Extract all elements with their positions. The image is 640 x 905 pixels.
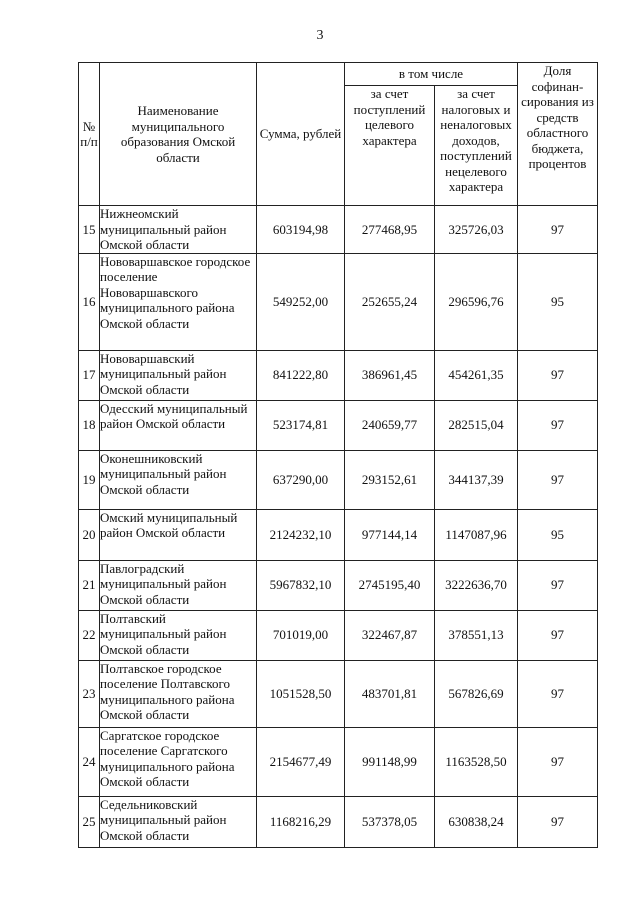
row-non-targeted: 454261,35 (435, 350, 518, 400)
row-name: Омский муниципальный район Омской области (100, 509, 257, 560)
row-sum: 603194,98 (257, 206, 345, 254)
row-targeted: 483701,81 (345, 660, 435, 727)
row-number: 15 (79, 206, 100, 254)
row-non-targeted: 567826,69 (435, 660, 518, 727)
row-share: 97 (518, 400, 598, 450)
row-non-targeted: 296596,76 (435, 253, 518, 350)
funding-table (78, 62, 598, 848)
row-name: Полтавский муниципальный район Омской области (100, 610, 257, 660)
row-number: 19 (79, 450, 100, 509)
row-sum: 841222,80 (257, 350, 345, 400)
table-row (79, 660, 598, 727)
table-body (79, 206, 598, 848)
table-row (79, 727, 598, 796)
table-row (79, 400, 598, 450)
row-targeted: 277468,95 (345, 206, 435, 254)
row-targeted: 2745195,40 (345, 560, 435, 610)
row-share: 97 (518, 560, 598, 610)
row-sum: 701019,00 (257, 610, 345, 660)
row-name: Нововаршавский муниципальный район Омской области (100, 350, 257, 400)
row-number: 22 (79, 610, 100, 660)
row-share: 97 (518, 450, 598, 509)
table-row (79, 253, 598, 350)
row-targeted: 386961,45 (345, 350, 435, 400)
row-non-targeted: 325726,03 (435, 206, 518, 254)
row-non-targeted: 344137,39 (435, 450, 518, 509)
header-group: в том числе (345, 63, 518, 86)
row-non-targeted: 3222636,70 (435, 560, 518, 610)
row-targeted: 322467,87 (345, 610, 435, 660)
row-share: 97 (518, 660, 598, 727)
row-name: Одесский муниципальный район Омской области (100, 400, 257, 450)
row-number: 23 (79, 660, 100, 727)
row-name: Саргатское городское поселение Саргатского муниципального района Омской области (100, 727, 257, 796)
row-targeted: 991148,99 (345, 727, 435, 796)
row-targeted: 252655,24 (345, 253, 435, 350)
row-number: 21 (79, 560, 100, 610)
row-number: 25 (79, 796, 100, 847)
header-non-targeted: за счет налоговых и неналоговых доходов, поступлений нецелевого характера (435, 86, 518, 206)
row-sum: 5967832,10 (257, 560, 345, 610)
row-number: 17 (79, 350, 100, 400)
row-share: 97 (518, 610, 598, 660)
table-row (79, 796, 598, 847)
row-share: 97 (518, 206, 598, 254)
row-name: Седельниковский муниципальный район Омской области (100, 796, 257, 847)
header-targeted: за счет поступлений целевого характера (345, 86, 435, 206)
row-share: 97 (518, 350, 598, 400)
header-sum: Сумма, рублей (257, 63, 345, 206)
row-sum: 1168216,29 (257, 796, 345, 847)
table-row (79, 610, 598, 660)
row-number: 20 (79, 509, 100, 560)
row-non-targeted: 282515,04 (435, 400, 518, 450)
row-number: 18 (79, 400, 100, 450)
table-row (79, 509, 598, 560)
row-name: Полтавское городское поселение Полтавского муниципального района Омской области (100, 660, 257, 727)
header-number: № п/п (79, 63, 100, 206)
header-name: Наименование муниципального образования Омской области (100, 63, 257, 206)
row-number: 24 (79, 727, 100, 796)
row-non-targeted: 378551,13 (435, 610, 518, 660)
row-targeted: 240659,77 (345, 400, 435, 450)
row-share: 95 (518, 509, 598, 560)
table-row (79, 450, 598, 509)
row-non-targeted: 1147087,96 (435, 509, 518, 560)
row-share: 97 (518, 796, 598, 847)
row-name: Нижнеомский муниципальный район Омской области (100, 206, 257, 254)
row-targeted: 293152,61 (345, 450, 435, 509)
page-number: 3 (316, 28, 324, 43)
row-name: Оконешниковский муниципальный район Омской области (100, 450, 257, 509)
row-sum: 637290,00 (257, 450, 345, 509)
row-targeted: 537378,05 (345, 796, 435, 847)
row-sum: 523174,81 (257, 400, 345, 450)
table-row (79, 560, 598, 610)
row-name: Нововаршавское городское поселение Нововаршавского муниципального района Омской области (100, 253, 257, 350)
table-row (79, 206, 598, 254)
row-non-targeted: 1163528,50 (435, 727, 518, 796)
row-targeted: 977144,14 (345, 509, 435, 560)
row-sum: 2154677,49 (257, 727, 345, 796)
row-name: Павлоградский муниципальный район Омской области (100, 560, 257, 610)
row-sum: 549252,00 (257, 253, 345, 350)
header-share: Доля софинан-сирования из средств областного бюджета, процентов (518, 63, 598, 206)
table-header (79, 63, 598, 206)
row-share: 95 (518, 253, 598, 350)
table-row (79, 350, 598, 400)
row-sum: 2124232,10 (257, 509, 345, 560)
row-sum: 1051528,50 (257, 660, 345, 727)
row-number: 16 (79, 253, 100, 350)
row-share: 97 (518, 727, 598, 796)
row-non-targeted: 630838,24 (435, 796, 518, 847)
